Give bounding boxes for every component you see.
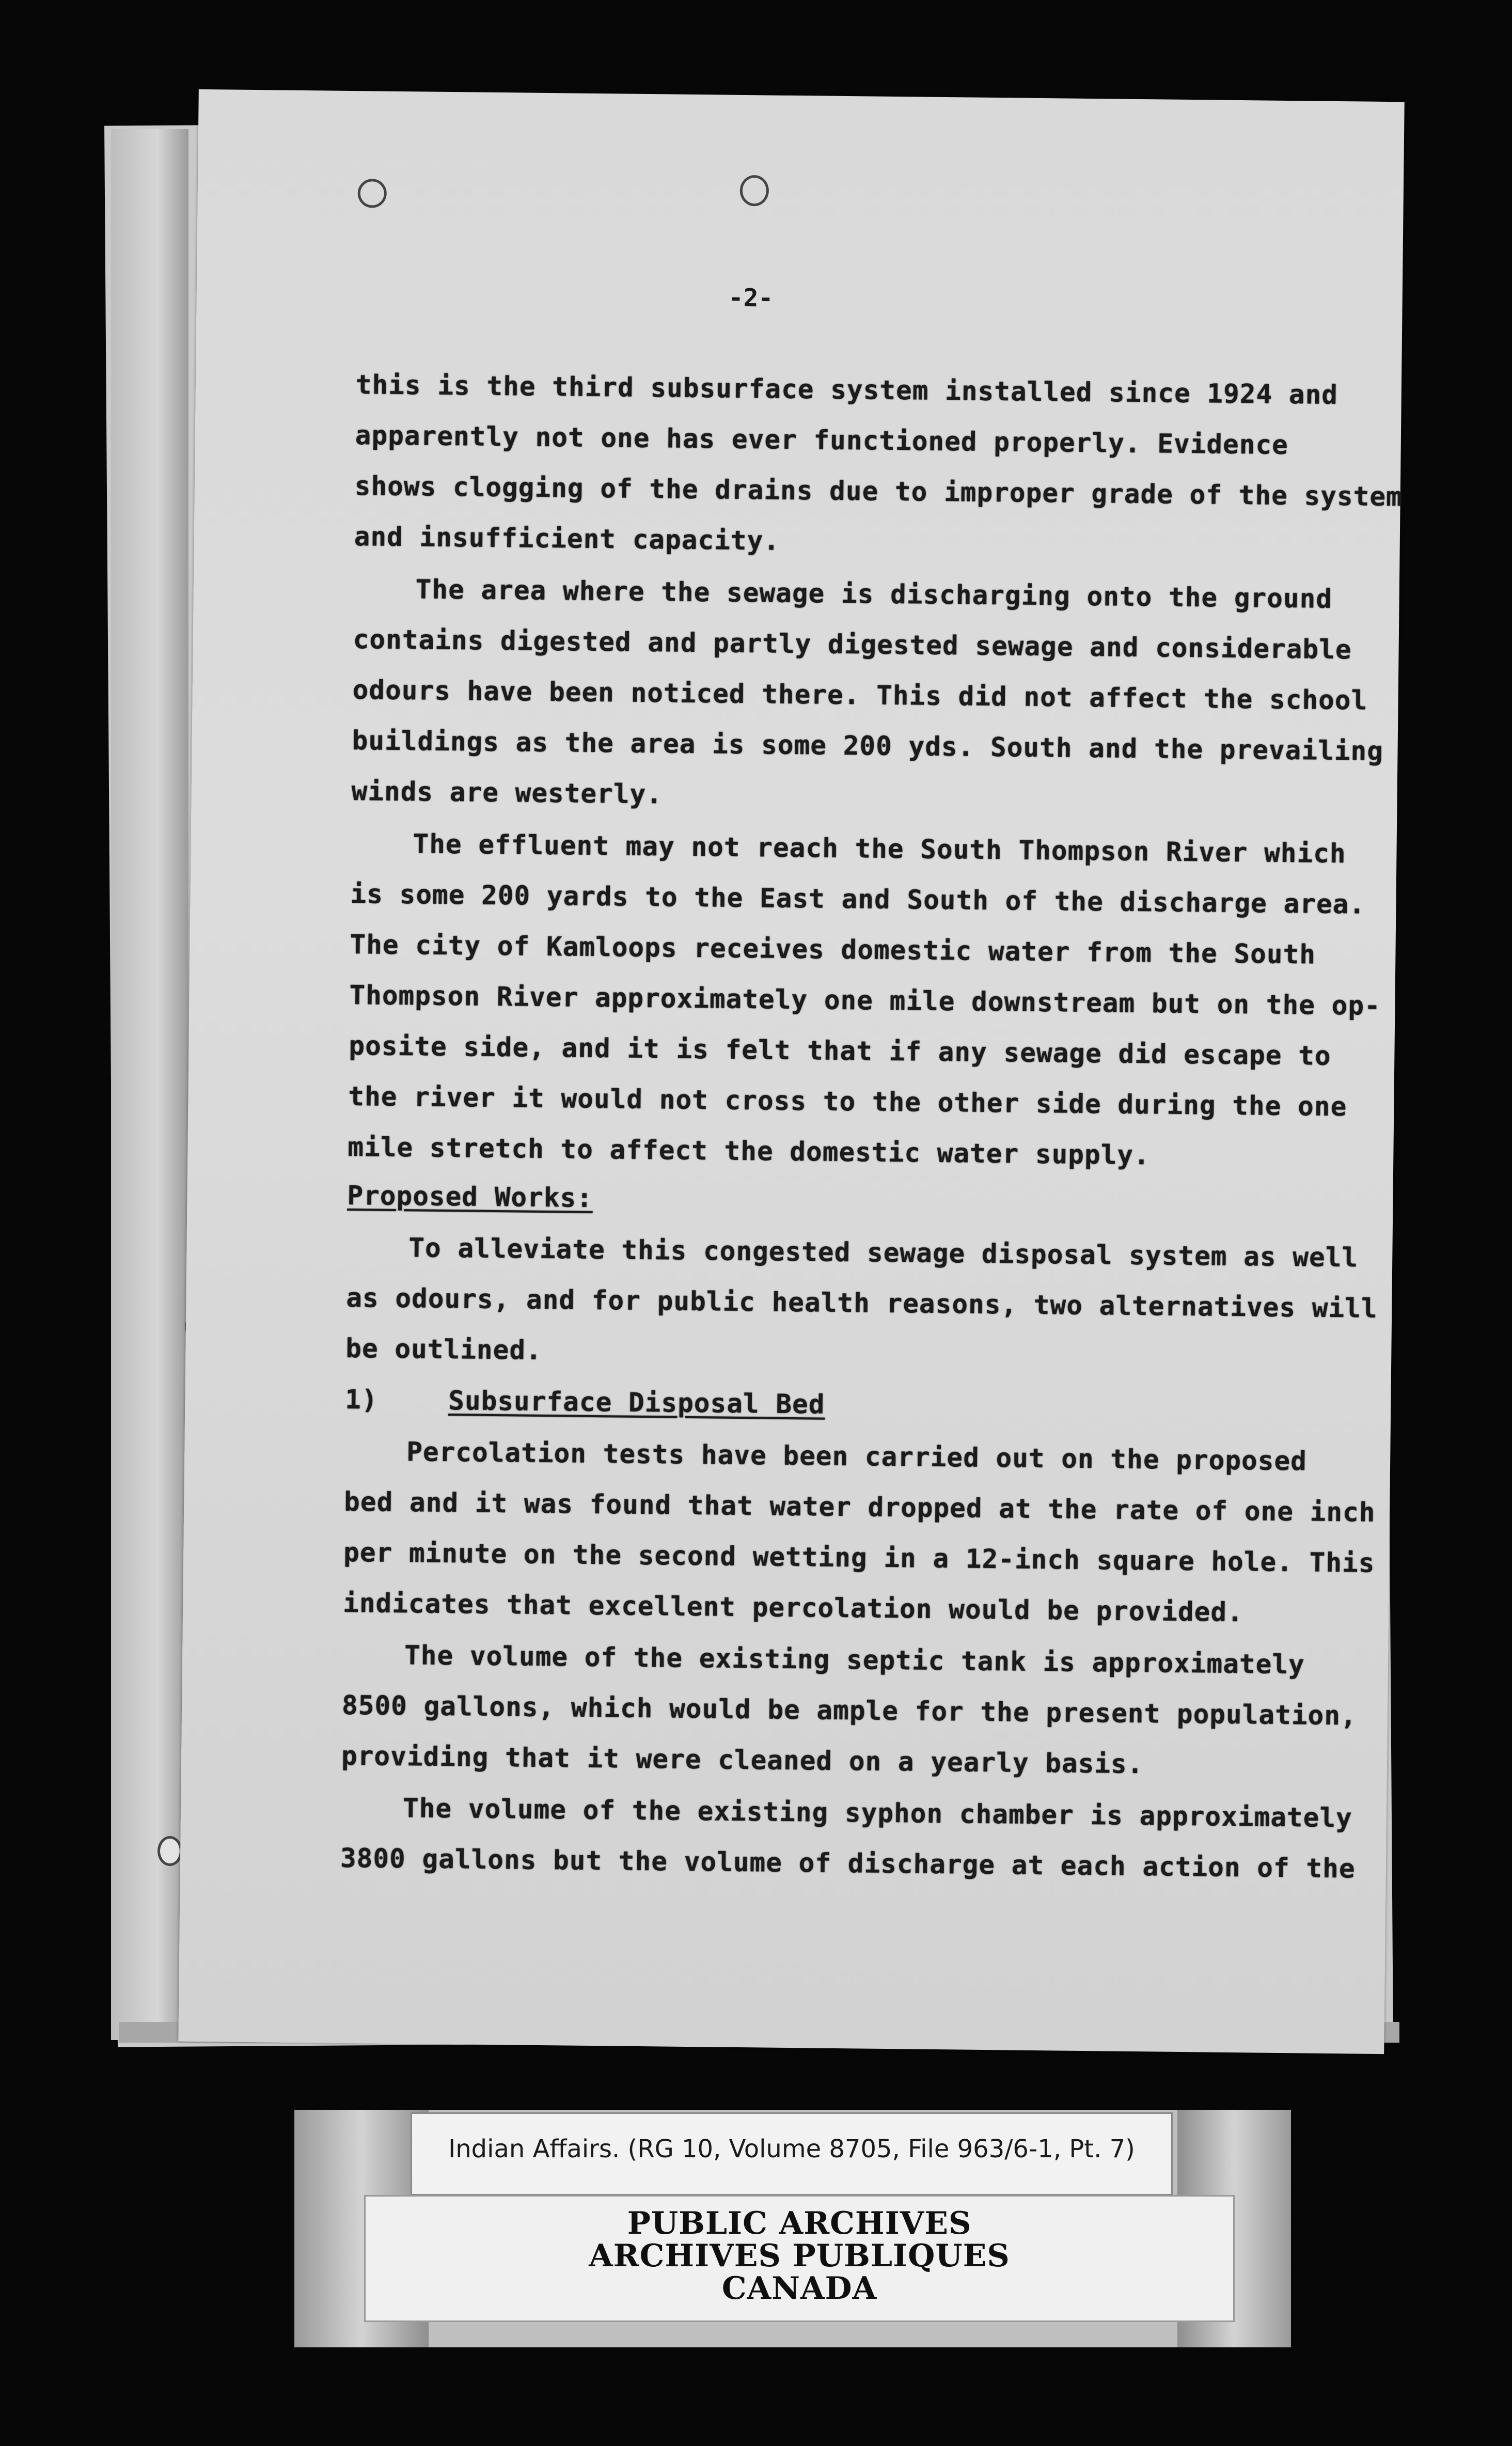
text-line: The area where the sewage is discharging onto the ground bbox=[415, 574, 1333, 615]
text-line: apparently not one has ever functioned properly. Evidence bbox=[355, 420, 1289, 461]
text-line: odours have been noticed there. This did not affect the school bbox=[352, 675, 1368, 716]
text-line: To alleviate this congested sewage disposal system as well bbox=[408, 1233, 1359, 1274]
stamp-line-1: PUBLIC ARCHIVES bbox=[627, 2205, 972, 2241]
text-line: is some 200 yards to the East and South of the discharge area. bbox=[350, 879, 1366, 920]
punch-hole bbox=[357, 179, 387, 208]
document-text bbox=[178, 89, 1404, 2054]
page-number: -2- bbox=[728, 283, 774, 313]
punch-hole bbox=[158, 1836, 182, 1866]
page-left-edge bbox=[111, 129, 188, 2040]
text-line: as odours, and for public health reasons, two alternatives will bbox=[346, 1282, 1378, 1324]
item-heading: Subsurface Disposal Bed bbox=[448, 1386, 825, 1420]
text-line: posite side, and it is felt that if any sewage did escape to bbox=[349, 1031, 1331, 1072]
text-line: and insufficient capacity. bbox=[354, 522, 780, 557]
text-line: be outlined. bbox=[345, 1333, 543, 1366]
text-line: per minute on the second wetting in a 12-inch square hole. This bbox=[343, 1537, 1375, 1579]
archive-reference-label bbox=[411, 2112, 1173, 2196]
text-line: this is the third subsurface system installed since 1924 and bbox=[355, 370, 1338, 411]
archive-reference: Indian Affairs. (RG 10, Volume 8705, File 963/6-1, Pt. 7) bbox=[448, 2135, 1135, 2163]
text-line: mile stretch to affect the domestic water supply. bbox=[348, 1132, 1151, 1171]
document-page bbox=[178, 89, 1404, 2054]
text-line: 8500 gallons, which would be ample for the present population, bbox=[341, 1690, 1357, 1732]
archive-stamp-label bbox=[364, 2195, 1235, 2322]
text-line: The volume of the existing septic tank is approximately bbox=[404, 1640, 1305, 1681]
text-line: Percolation tests have been carried out on the proposed bbox=[406, 1437, 1308, 1477]
stamp-line-3: CANADA bbox=[721, 2270, 877, 2307]
text-line: the river it would not cross to the other side during the one bbox=[348, 1081, 1347, 1123]
text-line: The volume of the existing syphon chamber is approximately bbox=[402, 1793, 1353, 1834]
text-line: buildings as the area is some 200 yds. South and the prevailing bbox=[352, 726, 1384, 767]
punch-hole bbox=[740, 175, 769, 207]
text-line: The city of Kamloops receives domestic water from the South bbox=[350, 930, 1316, 970]
text-line: The effluent may not reach the South Thompson River which bbox=[413, 829, 1346, 870]
text-line: bed and it was found that water dropped at the rate of one inch bbox=[343, 1486, 1376, 1528]
item-number: 1) bbox=[344, 1384, 379, 1416]
stamp-line-2: ARCHIVES PUBLIQUES bbox=[589, 2238, 1010, 2274]
text-line: shows clogging of the drains due to improper grade of the system bbox=[354, 471, 1403, 513]
text-line: Thompson River approximately one mile downstream but on the op- bbox=[349, 980, 1381, 1022]
section-heading: Proposed Works: bbox=[347, 1181, 593, 1214]
text-line: providing that it were cleaned on a yearly basis. bbox=[341, 1741, 1144, 1780]
text-line: contains digested and partly digested sewage and considerable bbox=[353, 624, 1352, 666]
text-line: 3800 gallons but the volume of discharge at each action of the bbox=[340, 1843, 1356, 1885]
text-line: winds are westerly. bbox=[351, 776, 663, 810]
text-line: indicates that excellent percolation would be provided. bbox=[342, 1588, 1244, 1628]
